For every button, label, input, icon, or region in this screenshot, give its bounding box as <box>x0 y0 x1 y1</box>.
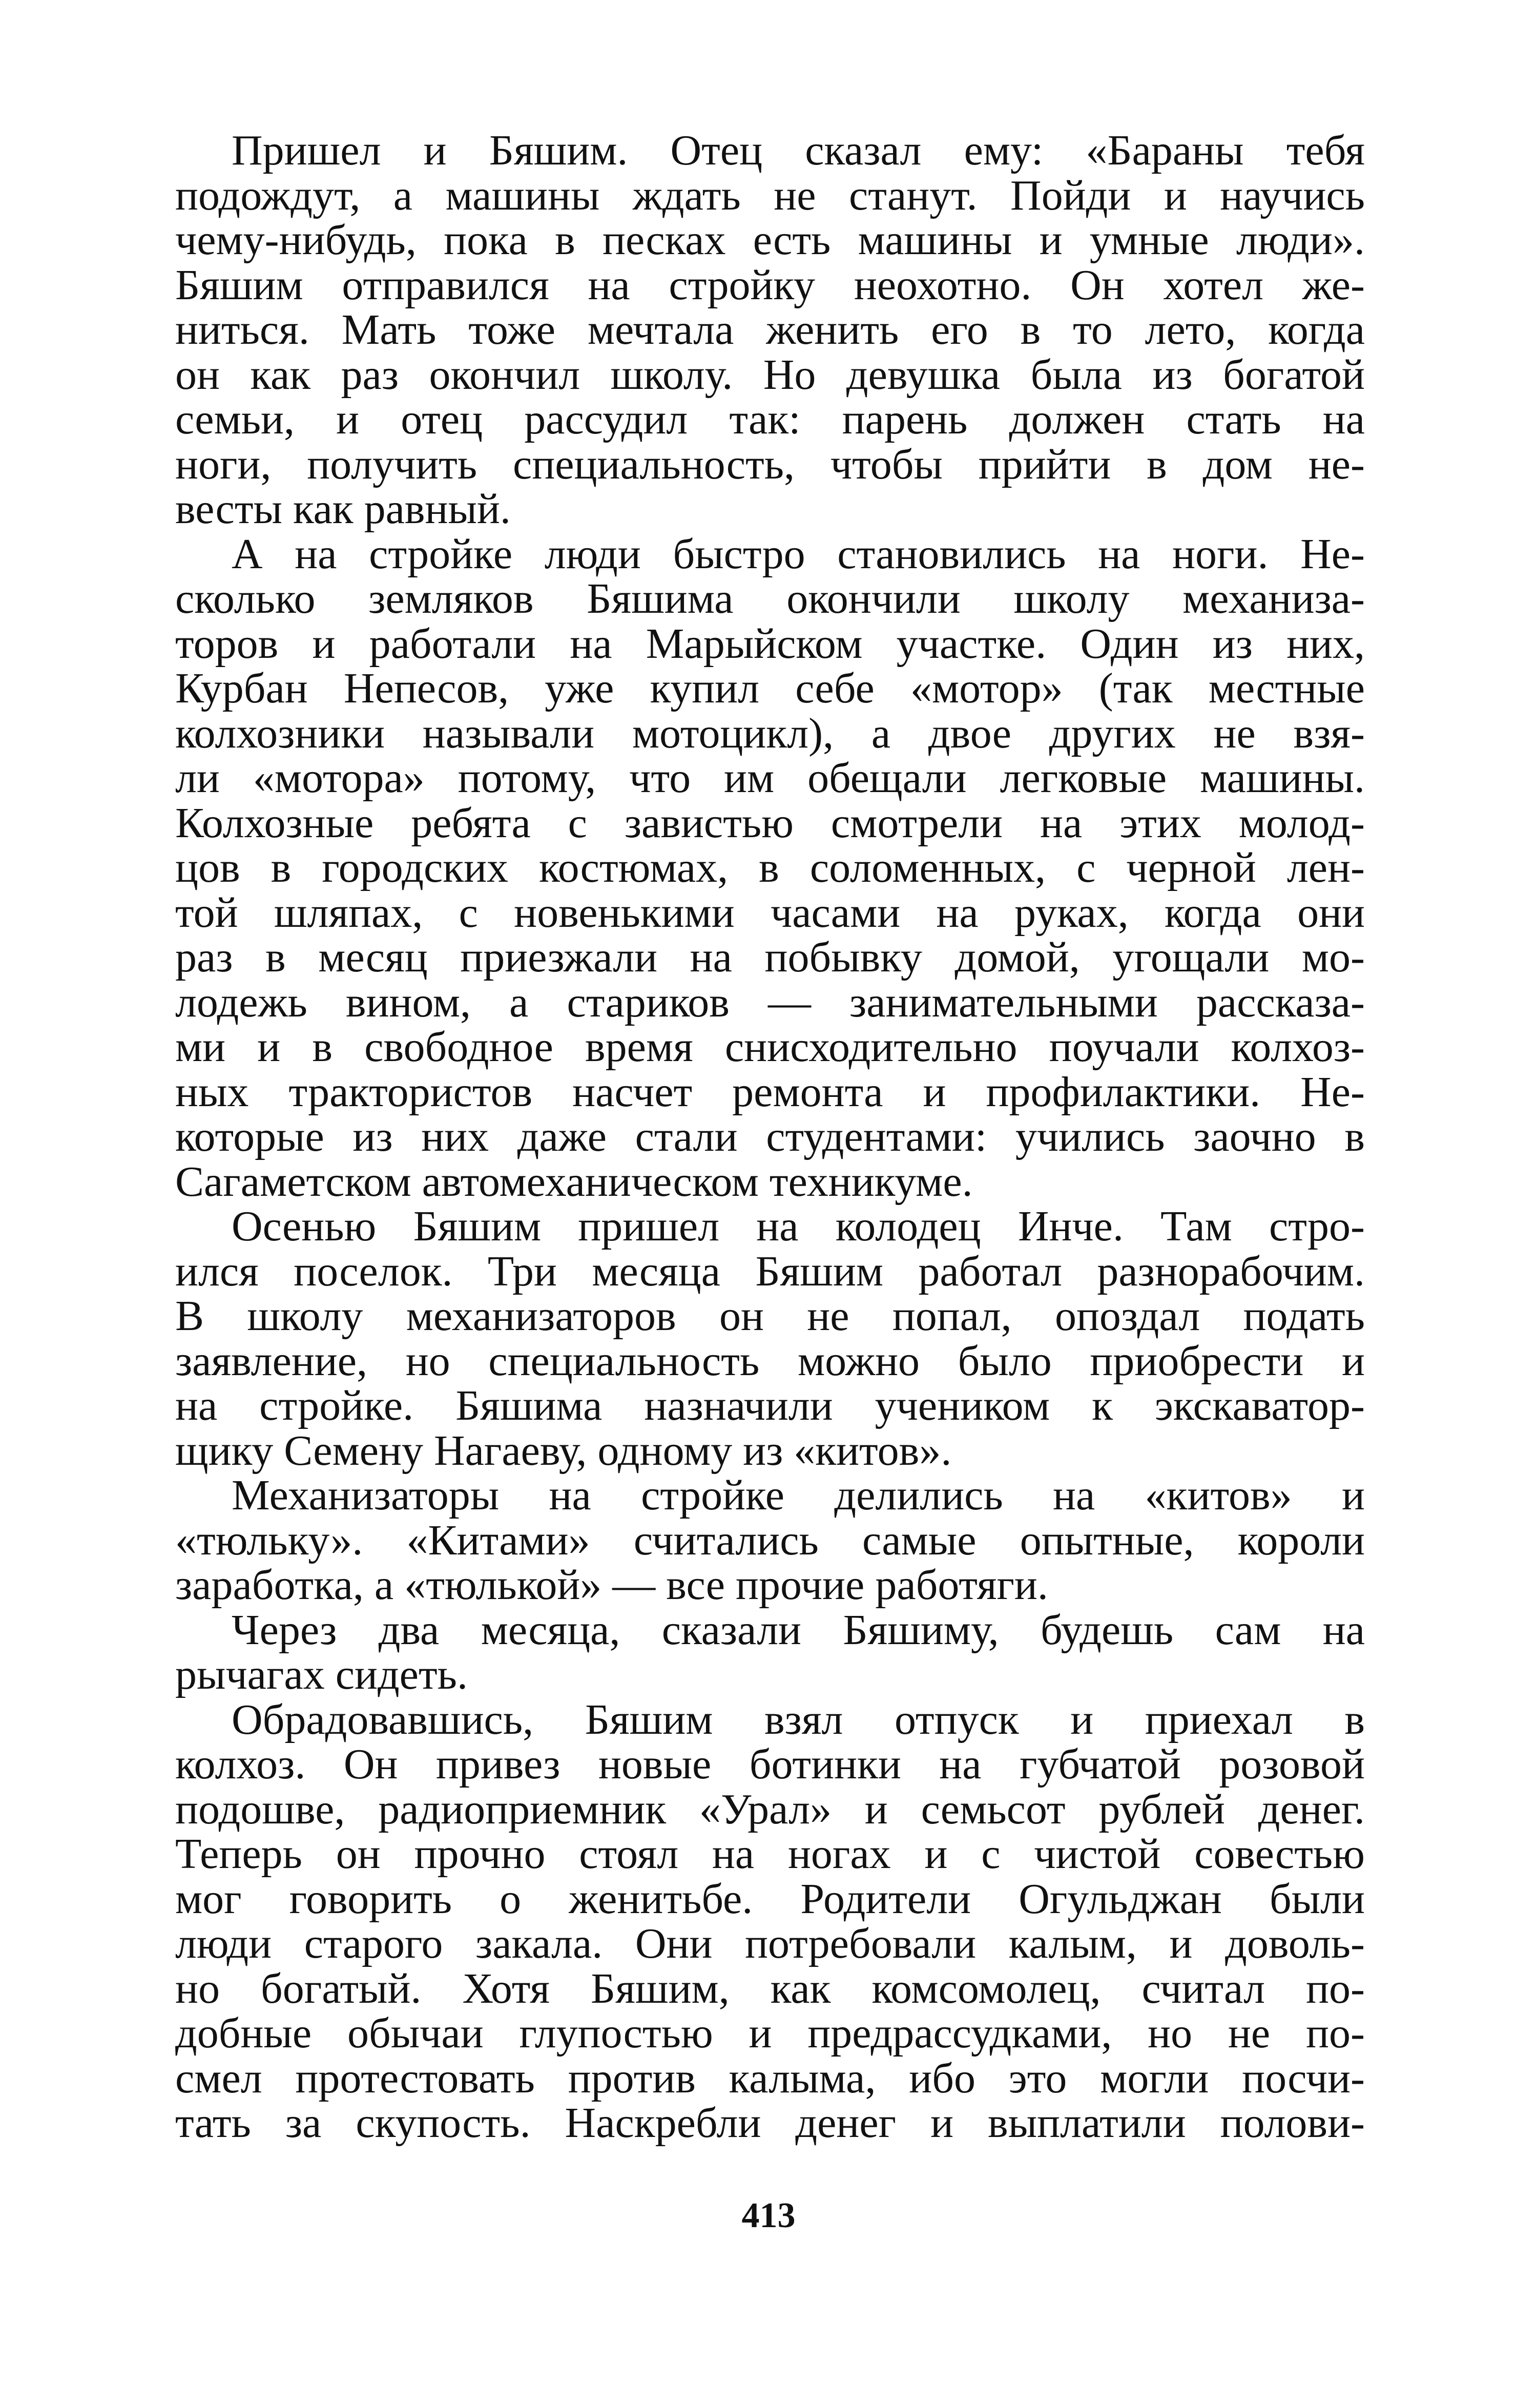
text-line: Механизаторы на стройке делились на «китов» и <box>232 1471 1365 1519</box>
text-line: Теперь он прочно стоял на ногах и с чистой совестью <box>175 1830 1365 1878</box>
text-line: Колхозные ребята с завистью смотрели на этих молод- <box>175 799 1365 847</box>
text-line: «тюльку». «Китами» считались самые опытные, короли <box>175 1516 1365 1564</box>
paragraph-2 <box>175 532 1365 1205</box>
text-line: Бяшим отправился на стройку неохотно. Он хотел же- <box>175 261 1365 309</box>
text-line: колхоз. Он привез новые ботинки на губчатой розовой <box>175 1740 1365 1788</box>
text-line: чему-нибудь, пока в песках есть машины и умные люди». <box>175 216 1365 264</box>
text-line: люди старого закала. Они потребовали калым, и доволь- <box>175 1920 1365 1967</box>
paragraph-3 <box>175 1204 1365 1473</box>
text-line: подождут, а машины ждать не станут. Пойди и научись <box>175 171 1365 219</box>
text-line: ли «мотора» потому, что им обещали легковые машины. <box>175 754 1365 802</box>
text-line: мог говорить о женитьбе. Родители Огульджан были <box>175 1875 1365 1923</box>
text-line: ми и в свободное время снисходительно поучали колхоз- <box>175 1023 1365 1071</box>
text-line: торов и работали на Марыйском участке. Один из них, <box>175 619 1365 668</box>
text-line: ился поселок. Три месяца Бяшим работал разнорабочим. <box>175 1247 1365 1295</box>
text-line: добные обычаи глупостью и предрассудками, но не по- <box>175 2009 1365 2057</box>
text-line: рычагах сидеть. <box>175 1651 468 1698</box>
paragraph-5 <box>175 1608 1365 1697</box>
text-line: раз в месяц приезжали на побывку домой, угощали мо- <box>175 933 1365 981</box>
paragraph-4 <box>175 1473 1365 1608</box>
text-line: подошве, радиоприемник «Урал» и семьсот рублей денег. <box>175 1785 1365 1833</box>
text-line: той шляпах, с новенькими часами на руках, когда они <box>175 888 1365 937</box>
body-text <box>175 128 1365 2146</box>
text-line: Пришел и Бяшим. Отец сказал ему: «Бараны тебя <box>232 127 1365 174</box>
text-line: семьи, и отец рассудил так: парень должен стать на <box>175 396 1365 443</box>
text-line: Через два месяца, сказали Бяшиму, будешь сам на <box>232 1606 1365 1654</box>
text-line: Обрадовавшись, Бяшим взял отпуск и приехал в <box>232 1695 1365 1743</box>
text-line: В школу механизаторов он не попал, опоздал подать <box>175 1292 1365 1340</box>
text-line: А на стройке люди быстро становились на ноги. Не- <box>232 530 1365 578</box>
text-line: щику Семену Нагаеву, одному из «китов». <box>175 1426 952 1475</box>
paragraph-6 <box>175 1697 1365 2146</box>
text-line: заработка, а «тюлькой» — все прочие работяги. <box>175 1561 1048 1609</box>
text-line: на стройке. Бяшима назначили учеником к экскаватор- <box>175 1382 1365 1429</box>
text-line: лодежь вином, а стариков — занимательными рассказа- <box>175 978 1365 1026</box>
text-line: он как раз окончил школу. Но девушка была из богатой <box>175 350 1365 399</box>
text-line: колхозники называли мотоцикл), а двое других не взя- <box>175 709 1365 757</box>
page-number: 413 <box>741 2196 796 2235</box>
text-line: которые из них даже стали студентами: учились заочно в <box>175 1113 1365 1160</box>
text-line: заявление, но специальность можно было приобрести и <box>175 1337 1365 1385</box>
text-line: тать за скупость. Наскребли денег и выплатили полови- <box>175 2099 1365 2147</box>
text-line: сколько земляков Бяшима окончили школу механиза- <box>175 575 1365 622</box>
text-line: Курбан Непесов, уже купил себе «мотор» (так местные <box>175 665 1365 712</box>
text-line: смел протестовать против калыма, ибо это могли посчи- <box>175 2054 1365 2102</box>
paragraph-1 <box>175 128 1365 532</box>
text-line: Сагаметском автомеханическом техникуме. <box>175 1157 973 1206</box>
text-line: ниться. Мать тоже мечтала женить его в то лето, когда <box>175 306 1365 354</box>
text-line: Осенью Бяшим пришел на колодец Инче. Там стро- <box>232 1202 1365 1250</box>
text-line: но богатый. Хотя Бяшим, как комсомолец, считал по- <box>175 1964 1365 2012</box>
text-line: ных трактористов насчет ремонта и профилактики. Не- <box>175 1068 1365 1116</box>
text-line: ноги, получить специальность, чтобы прийти в дом не- <box>175 440 1365 488</box>
text-line: весты как равный. <box>175 485 511 533</box>
text-line: цов в городских костюмах, в соломенных, с черной лен- <box>175 844 1365 891</box>
